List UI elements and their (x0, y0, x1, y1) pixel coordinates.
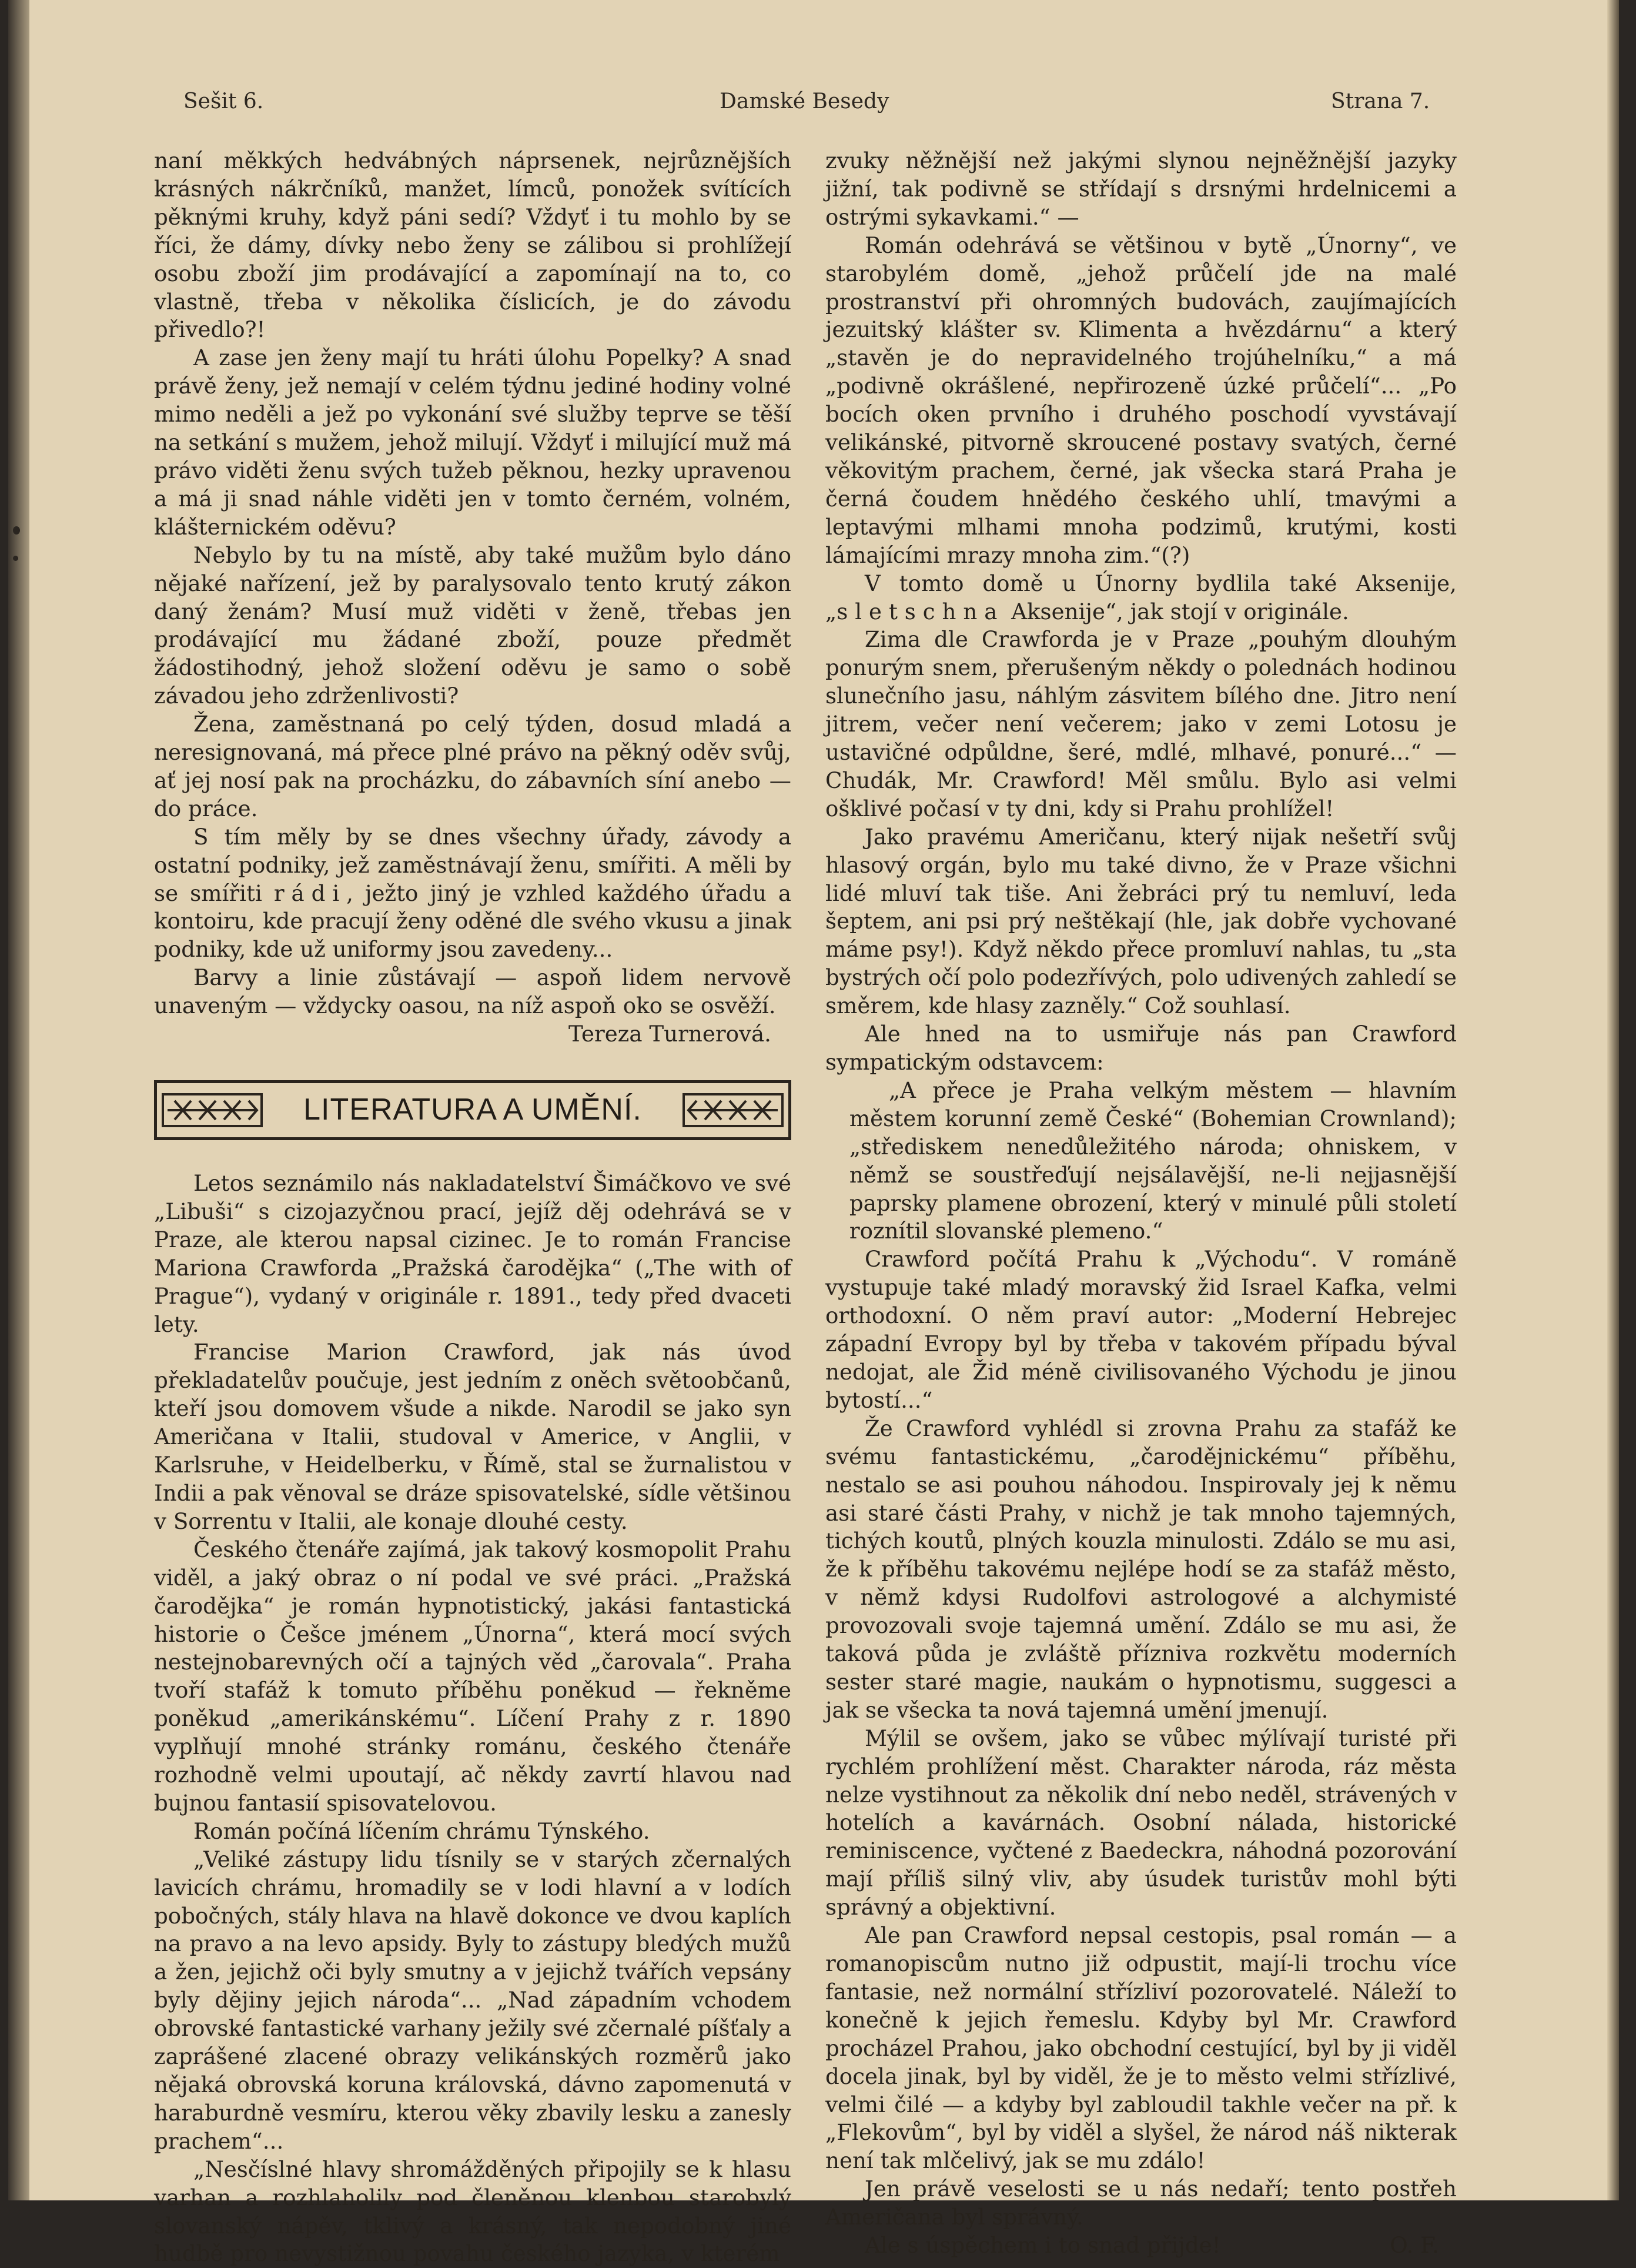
essay-signature: Tereza Turnerová. (568, 1021, 771, 1047)
spaced-word: sletschna (837, 598, 1005, 624)
paragraph: Zima dle Crawforda je v Praze „pouhým dlouhým ponurým snem, přerušeným někdy o polednách hodinou slunečního jasu, náhlým zásvitem bílého dne. Jitro není jitrem, večer není večerem; jako v zemi Lotosu je ustavičné odpůldne, šeré, mdlé, mlhavé, ponuré...“ — Chudák, Mr. Crawford! Měl smůlu. Bylo asi velmi ošklivé počasí v ty dni, kdy si Prahu prohlížel! (825, 626, 1457, 821)
paragraph: A zase jen ženy mají tu hráti úlohu Popelky? A snad právě ženy, jež nemají v celém týdnu jediné hodiny volné mimo neděli a jež po vykonání své služby teprve se těší na setkání s mužem, jehož milují. Vždyť i milující muž má právo viděti ženu svých tužeb pěknou, hezky upravenou a má ji snad náhle viděti jen v tomto černém, volném, klášternickém oděvu? (154, 345, 791, 540)
paragraph: Barvy a linie zůstávají — aspoň lidem nervově unaveným — vždycky oasou, na níž aspoň oko se osvěží. (154, 964, 791, 1019)
margin-mark (13, 556, 18, 561)
paragraph: Román odehrává se většinou v bytě „Únorny“, ve starobylém domě, „jehož průčelí jde na malé prostranství při ohromných budovách, zaujímajících jezuitský klášter sv. Klimenta a hvězdárnu“ a který „stavěn je do nepravidelného trojúhelníku,“ a má „podivně okrášlené, nepřirozeně úzké průčelí“... „Po bocích oken prvního i druhého poschodí vyvstávají velikánské, pitvorně skroucené postavy svatých, černé věkovitým prachem, černé, jak všecka stará Praha je černá čoudem hnědého českého uhlí, tmavými a leptavými mlhami mnoha podzimů, krutými, kosti lámajícími mrazy mnoha zim.“(?) (825, 232, 1457, 568)
margin-mark (13, 526, 20, 535)
review-signature: O. F. (1390, 2232, 1439, 2259)
paragraph: Žena, zaměstnaná po celý týden, dosud mladá a neresignovaná, má přece plné právo na pěkný oděv svůj, ať jej nosí pak na procházku, do zábavních síní anebo — do práce. (154, 711, 791, 821)
section-banner (154, 1080, 791, 1140)
paragraph: naní měkkých hedvábných náprsenek, nejrůznějších krásných nákrčníků, manžet, límců, ponožek svítících pěknými kruhy, když páni sedí? Vždyť i tu mohlo by se říci, že dámy, dívky nebo ženy se zálibou si prohlížejí osobu zboží jim prodávající a zapomínají na to, co vlastně, třeba v několika číslicích, je do závodu přivedlo?! (154, 148, 791, 343)
paragraph: Ale pan Crawford nepsal cestopis, psal román — a romanopiscům nutno již odpustit, mají-li trochu více fantasie, než normální střízliví pozorovatelé. Náleží to konečně k jejich řemeslu. Kdyby byl Mr. Crawford procházel Prahou, jako obchodní cestující, byl by ji viděl docela jinak, byl by viděl, že je to město velmi střízlivé, velmi čilé — a kdyby byl zabloudil takhle večer na př. k „Flekovům“, byl by viděl a slyšel, že národ náš nikterak není tak mlčelivý, jak se mu zdálo! (825, 1922, 1457, 2174)
paragraph: Crawford počítá Prahu k „Východu“. V románě vystupuje také mladý moravský žid Israel Kafka, velmi orthodoxní. O něm praví autor: „Moderní Hebrejec západní Evropy byl by třeba v takovém případu býval nedojat, ale Žid méně civilisovaného Východu je jinou bytostí...“ (825, 1246, 1457, 1413)
essay-text (154, 147, 791, 1020)
paragraph: Francise Marion Crawford, jak nás úvod překladatelův poučuje, jest jedním z oněch světoobčanů, kteří jsou domovem všude a nikde. Narodil se jako syn Američana v Italii, studoval v Americe, v Anglii, v Karlsruhe, v Heidelberku, v Římě, stal se žurnalistou v Indii a pak věnoval se dráze spisovatelské, sídle většinou v Sorrentu v Italii, ale konaje dlouhé cesty. (154, 1339, 791, 1534)
paragraph: Že Crawford vyhlédl si zrovna Prahu za stafáž ke svému fantastickému, „čarodějnickému“ příběhu, nestalo se asi pouhou náhodou. Inspirovaly jej k němu asi staré části Prahy, v nichž je tak mnoho tajemných, tichých koutů, plných kouzla minulosti. Zdálo se mu asi, že k příběhu takovému nejlépe hodí se za stafáž město, v němž kdysi Rudolfovi astrologové a alchymisté provozovali svoje tajemná umění. Zdálo se mu asi, že taková půda je zvláště příznivа rozkvětu moderních sester staré magie, naukám o hypnotismu, suggesci a jak se všecka ta nová tajemná umění jmenují. (825, 1415, 1457, 1723)
paragraph: Jen právě veselosti se u nás nedaří; tento postřeh Američana byl správný. (825, 2176, 1457, 2230)
paragraph: zvuky něžnější než jakými slynou nejněžnější jazyky jižní, tak podivně se střídají s drsnými hrdelnicemi a ostrými sykavkami.“ — (825, 148, 1457, 230)
binding-shadow (8, 0, 29, 2200)
paragraph: „Veliké zástupy lidu tísnily se v starých zčernalých lavicích chrámu, hromadily se v lodi hlavní a v lodích pobočných, stály hlava na hlavě dokonce ve dvou kaplích na pravo a na levo apsidy. Byly to zástupy bledých mužů a žen, jejichž oči byly smutny a v jejichž tvářích vepsány byly dějiny jejich národa“... „Nad západním vchodem obrovské fantastické varhany ježily své zčernalé píšťaly a zaprášené zlacené obrazy velikánských rozměrů jako nějaká obrovská koruna královská, dávno zapomenutá v haraburdně vesmíru, kterou věky zbavily lesku a zanesly prachem“... (154, 1846, 791, 2154)
paragraph: Mýlil se ovšem, jako se vůbec mýlívají turisté při rychlém prohlížení měst. Charakter národa, ráz města nelze vystihnout za několik dní nebo neděl, strávených v hotelích a kavárnách. Osobní nálada, historické reminiscence, vyčtené z Baedeckra, náhodná pozorování mají příliš silný vliv, aby úsudek turistův mohl býti správný a objektivní. (825, 1725, 1457, 1920)
paragraph: V tomto domě u Únorny bydlila také Aksenije, „sletschna Aksenije“, jak stojí v originále. (825, 570, 1457, 624)
header-page: Strana 7. (1331, 89, 1430, 113)
paragraph: S tím měly by se dnes všechny úřady, závody a ostatní podniky, jež zaměstnávají ženu, smířiti. A měli by se smířiti rádi, ježto jiný je vzhled každého úřadu a kontoiru, kde pracují ženy oděné dle svého vkusu a jinak podniky, kde už uniformy jsou zavedeny... (154, 823, 791, 963)
spaced-word: rádi (273, 880, 347, 906)
review-text-continued (825, 147, 1457, 2232)
page (8, 0, 1619, 2267)
header-issue: Sešit 6. (183, 89, 264, 113)
ornament-right (682, 1093, 784, 1127)
paragraph: Českého čtenáře zajímá, jak takový kosmopolit Prahu viděl, a jaký obraz o ní podal ve své práci. „Pražská čarodějka“ je román hypnotistický, jakási fantastická historie o Češce jménem „Únorna“, která mocí svých nestejnobarevných očí a tajných věd „čarovala“. Praha tvoří stafáž k tomuto příběhu poněkud — řekněme poněkud „amerikánskému“. Líčení Prahy z r. 1890 vyplňují mnohé stránky románu, českého čtenáře rozhodně velmi upoutají, ač někdy zavrtí hlavou nad bujnou fantasií spisovatelovou. (154, 1536, 791, 1816)
section-title: LITERATURA A UMĚNÍ. (303, 1093, 642, 1127)
paragraph: Letos seznámilo nás nakladatelství Šimáčkovo ve své „Libuši“ s cizojazyčnou prací, jejíž děj odehrává se v Praze, ale kterou napsal cizinec. Je to román Francise Mariona Crawforda „Pražská čarodějka“ („The with of Prague“), vydaný v originále r. 1891., tedy před dvaceti lety. (154, 1170, 791, 1337)
review-text (154, 1170, 791, 2268)
header-title: Damské Besedy (720, 89, 889, 113)
closing-line (825, 2232, 1457, 2260)
paragraph: Román počíná líčením chrámu Týnského. (193, 1818, 650, 1844)
paragraph: Ale hned na to usmiřuje nás pan Crawford sympatickým odstavcem: (825, 1021, 1457, 1075)
ornament-left (162, 1093, 263, 1127)
closing-text: Ale s úspěchem i to snad přijde! (864, 2232, 1221, 2259)
right-column (825, 147, 1457, 2260)
paragraph: „Nesčíslné hlavy shromážděných připojily se k hlasu varhan a rozhlaholily pod členěnou klenbou starobylý slovanský nápěv, tklivý a krásný, tak nepodobný jiné hudbě pro nevystižnou povahu českého jazyka, v kterém (154, 2156, 791, 2267)
left-column (154, 147, 791, 2268)
paragraph: Jako pravému Američanu, který nijak nešetří svůj hlasový orgán, bylo mu také divno, že v Praze všichni lidé mluví tak tiše. Ani žebráci prý tu nemluví, leda šeptem, ani psi prý neštěkají (hle, jak dobře vychované máme psy!). Když někdo přece promluví nahlas, tu „sta bystrých očí polo podezřívých, polo udivených zahledí se směrem, kde hlasy zazněly.“ Což souhlasí. (825, 823, 1457, 1019)
paragraph: Nebylo by tu na místě, aby také mužům bylo dáno nějaké nařízení, jež by paralysovalo tento krutý zákon daný ženám? Musí muž viděti v ženě, třebas jen prodávající mu žádané zboží, pouze předmět žádostihodný, jehož složení oděvu je samo o sobě závadou jeho zdrženlivosti? (154, 542, 791, 709)
paragraph: „A přece je Praha velkým městem — hlavním městem korunní země České“ (Bohemian Crownland); „střediskem nenedůležitého národa; ohniskem, v němž se soustřeďují nejsálavější, ne-li nejjasnější paprsky plamene obrození, který v minulé půli století roznítil slovanské plemeno.“ (849, 1077, 1457, 1244)
page-edge (1607, 0, 1619, 2200)
